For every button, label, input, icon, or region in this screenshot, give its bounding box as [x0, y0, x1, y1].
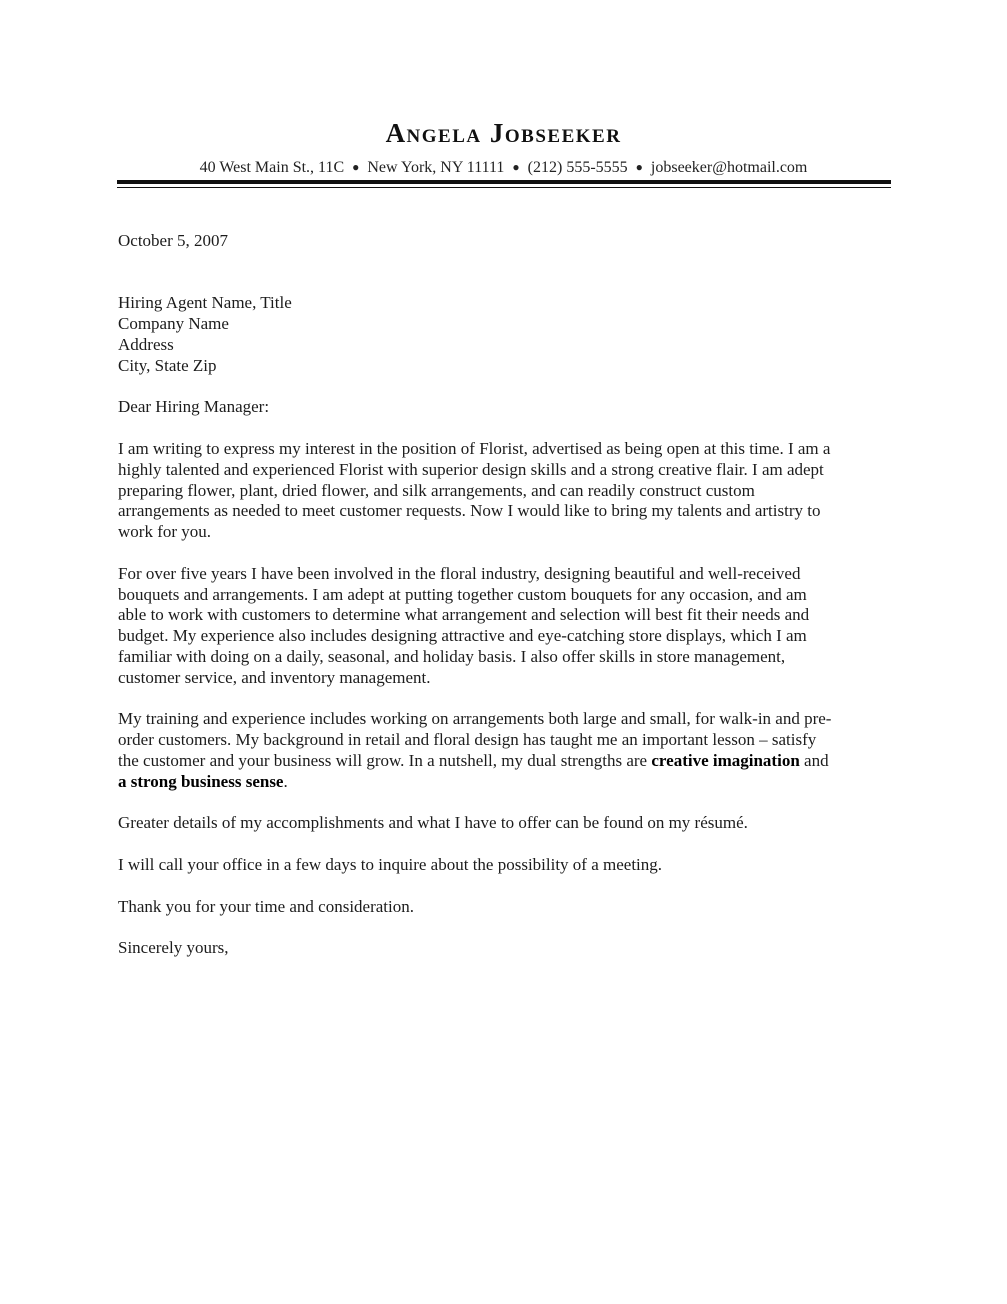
paragraph-4: Greater details of my accomplishments and what I have to offer can be found on my résumé. [118, 813, 748, 833]
paragraph-6: Thank you for your time and consideration. [118, 896, 415, 916]
bullet-separator: ● [512, 160, 520, 174]
spacer [118, 793, 898, 814]
paragraph-line: bouquets and arrangements. I am adept at putting together custom bouquets for any occasion, and am [118, 584, 807, 604]
paragraph-1 [118, 439, 898, 543]
paragraph-3 [118, 709, 898, 792]
paragraph-line: preparing flower, plant, dried flower, and silk arrangements, and can readily construct custom [118, 480, 755, 500]
text-run: . [283, 771, 288, 791]
spacer [118, 377, 898, 398]
emphasis-creative-imagination: creative imagination [651, 750, 800, 770]
letter-body [118, 231, 898, 959]
paragraph-line: familiar with doing on a daily, seasonal, and holiday basis. I also offer skills in store management, [118, 646, 786, 666]
paragraph-line: My training and experience includes working on arrangements both large and small, for walk-in and pre- [118, 709, 832, 729]
paragraph-line [118, 772, 898, 793]
spacer [118, 543, 898, 564]
paragraph-5: I will call your office in a few days to inquire about the possibility of a meeting. [118, 854, 663, 874]
paragraph-line: customer service, and inventory management. [118, 667, 431, 687]
spacer [118, 252, 898, 273]
spacer [118, 689, 898, 710]
recipient-line: Company Name [118, 314, 229, 334]
recipient-line: City, State Zip [118, 355, 217, 375]
text-run: the customer and your business will grow. In a nutshell, my dual strengths are [118, 750, 652, 770]
contact-city: New York, NY 11111 [367, 159, 505, 176]
spacer [118, 418, 898, 439]
paragraph-line: work for you. [118, 522, 212, 542]
paragraph-line: budget. My experience also includes designing attractive and eye-catching store displays, which I am [118, 626, 807, 646]
recipient-line: Address [118, 334, 174, 354]
contact-line [0, 159, 1007, 177]
header-rule-thin [117, 187, 891, 188]
contact-phone: (212) 555-5555 [527, 159, 628, 176]
paragraph-line: For over five years I have been involved in the floral industry, designing beautiful and well-received [118, 563, 801, 583]
paragraph-line [118, 751, 898, 772]
letter-date: October 5, 2007 [118, 231, 229, 250]
paragraph-line: arrangements as needed to meet customer requests. Now I would like to bring my talents and artistry to [118, 501, 821, 521]
paragraph-2 [118, 564, 898, 689]
paragraph-line: order customers. My background in retail and floral design has taught me an important lesson – satisfy [118, 730, 817, 750]
bullet-separator: ● [635, 160, 643, 174]
recipient-line: Hiring Agent Name, Title [118, 293, 292, 313]
closing: Sincerely yours, [118, 938, 229, 958]
salutation: Dear Hiring Manager: [118, 397, 270, 417]
contact-email: jobseeker@hotmail.com [650, 159, 808, 176]
spacer [118, 917, 898, 938]
spacer [118, 273, 898, 294]
contact-street: 40 West Main St., 11C [199, 159, 345, 176]
emphasis-business-sense: a strong business sense [118, 771, 284, 791]
recipient-block [118, 293, 898, 376]
paragraph-line: I am writing to express my interest in the position of Florist, advertised as being open at this time. I am a [118, 438, 831, 458]
spacer [118, 876, 898, 897]
paragraph-line: able to work with customers to determine what arrangement and selection will best fit their needs and [118, 605, 810, 625]
text-run: and [799, 750, 829, 770]
paragraph-line: highly talented and experienced Florist with superior design skills and a strong creative flair. I am adept [118, 459, 824, 479]
bullet-separator: ● [352, 160, 360, 174]
sender-name: Angela Jobseeker [385, 118, 622, 148]
spacer [118, 834, 898, 855]
header-rule-thick [117, 180, 891, 184]
